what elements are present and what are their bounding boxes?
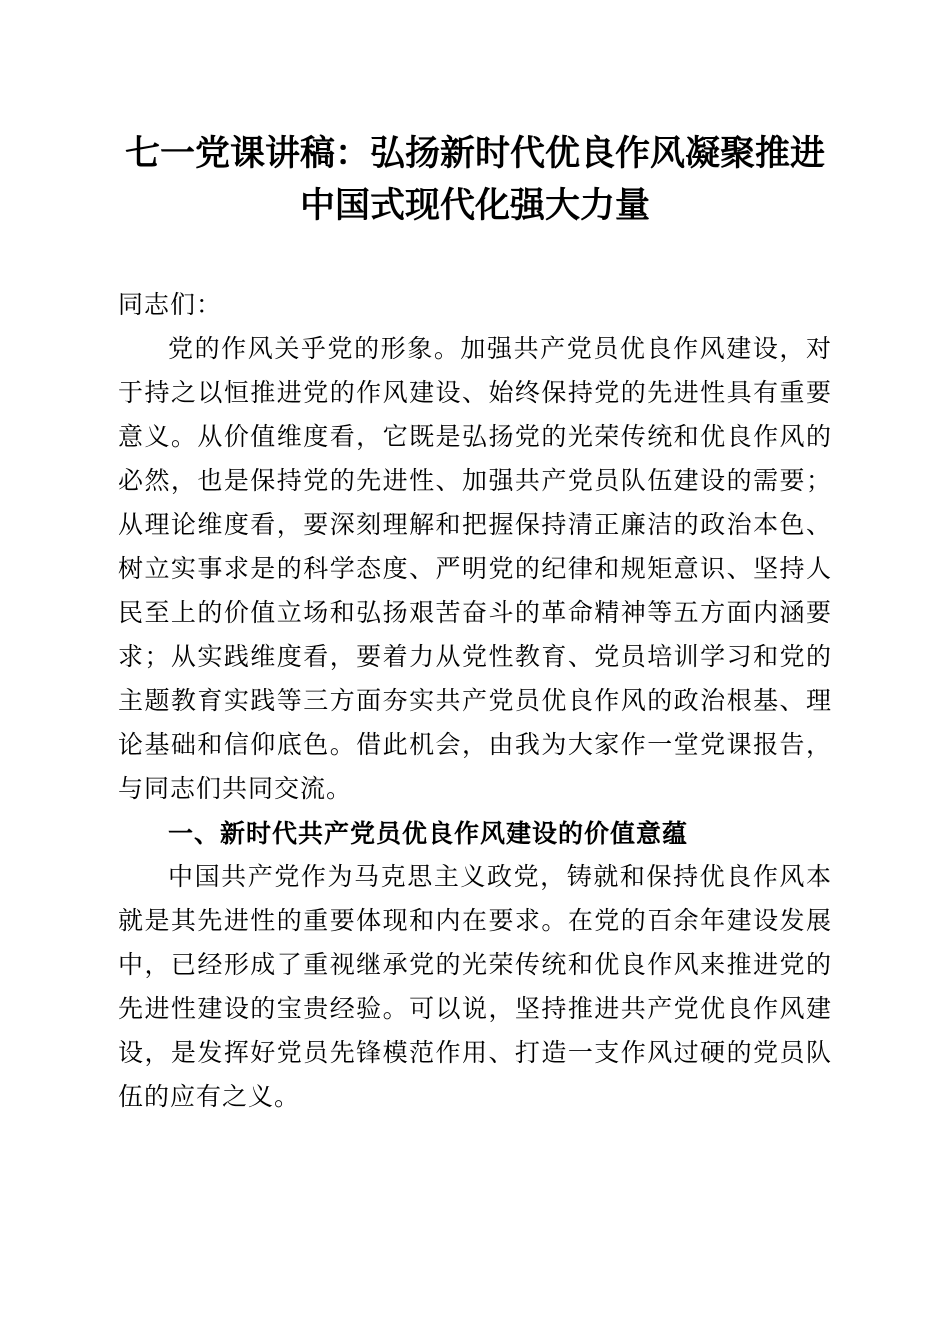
document-title-line-2: 中国式现代化强大力量	[299, 186, 650, 225]
section-1-paragraph: 中国共产党作为马克思主义政党，铸就和保持优良作风本就是其先进性的重要体现和内在要求。在党的百余年建设发展中，已经形成了重视继承党的光荣传统和优良作风来推进党的先进性建设的宝贵经验。可以说，坚持推进共产党优良作风建设，是发挥好党员先锋模范作用、打造一支作风过硬的党员队伍的应有之义。	[118, 864, 832, 1111]
section-heading-1: 一、新时代共产党员优良作风建设的价值意蕴	[168, 820, 689, 848]
intro-paragraph: 党的作风关乎党的形象。加强共产党员优良作风建设，对于持之以恒推进党的作风建设、始终保持党的先进性具有重要意义。从价值维度看，它既是弘扬党的光荣传统和优良作风的必然，也是保持党的先进性、加强共产党员队伍建设的需要；从理论维度看，要深刻理解和把握保持清正廉洁的政治本色、树立实事求是的科学态度、严明党的纪律和规矩意识、坚持人民至上的价值立场和弘扬艰苦奋斗的革命精神等五方面内涵要求；从实践维度看，要着力从党性教育、党员培训学习和党的主题教育实践等三方面夯实共产党员优良作风的政治根基、理论基础和信仰底色。借此机会，由我为大家作一堂党课报告，与同志们共同交流。	[118, 336, 832, 803]
document-title-line-1: 七一党课讲稿：弘扬新时代优良作风凝聚推进	[124, 134, 825, 173]
document-title	[118, 128, 832, 232]
salutation: 同志们：	[118, 292, 223, 319]
